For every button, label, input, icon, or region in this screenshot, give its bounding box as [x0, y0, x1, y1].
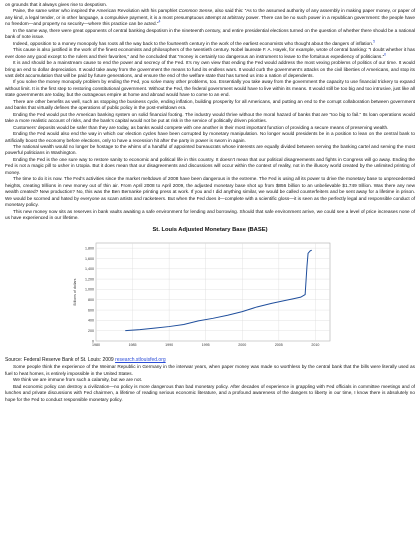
paragraph: This new money now sits as reserves in bank vaults awaiting a safe environment for lending and borrowing. Should that safe environment arrive, we could see a level of price increases none of us have experienced in our lifetime. — [5, 208, 415, 220]
y-tick-label: 400 — [88, 319, 94, 324]
x-tick-label: 2010 — [311, 343, 320, 348]
y-tick-label: 1,600 — [85, 257, 94, 262]
y-tick-label: 200 — [88, 329, 94, 334]
footnote-ref[interactable]: 6 — [384, 52, 387, 57]
paragraph: We think we are immune from such a calamity, but we are not. — [13, 377, 143, 383]
figure-title: St. Louis Adjusted Monetary Base (BASE) — [152, 227, 268, 234]
paragraph: It is and should be a mainstream cause to end the power and secrecy of the Fed. It’s my own view that ending the Fed would address the most vexing problems of politics of our time. It would bring an end to dollar depreciation. It would take away from the government the means to fund its endless wars. It would curb the government’s attacks on the civil liberties of Americans, and stop its vast debt accumulation that will be paid by future generations, and ensure the end of the welfare state that has turned us into a nation of dependents. — [5, 60, 415, 78]
paragraph: Ending the Fed is the one sure way to restore sanity to economic and political life in this country. It doesn’t mean that our political disagreements and fights in Congress will go away. Ending the Fed is not a magic pill to usher in Utopia. But it does mean that our disagreements and discussions will occur within the context of reality, not in the illusory world created by the unlimited printing of money. — [5, 156, 415, 175]
footnote-ref[interactable]: 5 — [373, 39, 376, 44]
paragraph: There are other benefits as well, such as stopping the business cycle, ending inflation, building prosperity for all Americans, and putting an end to the corrupt collaboration between government and banks that virtually defines the operations of public policy in the post-meltdown era. — [5, 98, 415, 111]
paragraph: If you solve the money monopoly problem by ending the Fed, you solve many other problems, too. Essentially you take away from the government the capacity to use financial trickery to expand without limit. It is the first step to restoring constitutional government. Without the Fed, the federal government would have to live within its means. It would still be too big and too intrusive, just like all state governments are today, but the outrageous empire at home and abroad would have to come to an end. — [5, 79, 415, 98]
paragraph: This cause is also justified in the work of the finest economists and philosophers of the twentieth century. Nobel laureate F. A. Hayek, for example, wrote of central banking: “I doubt whether it has ever done any good except to the rulers and their favorites,” and he concluded that “money is certainly too dangerous an instrument to leave to the fortuitous expediency of politicians.”$^6$ — [5, 47, 415, 59]
x-tick-label: 1995 — [201, 343, 210, 348]
y-tick-label: 800 — [88, 298, 94, 303]
x-tick-label: 1980 — [92, 343, 100, 348]
x-tick-label: 1990 — [165, 343, 174, 348]
y-tick-label: 1,200 — [85, 277, 94, 282]
plot-area — [96, 243, 330, 341]
paragraph: on grounds that it always gives rise to despotism. — [5, 2, 108, 7]
figure-source: Source: Federal Reserve Bank of St. Louis: 2009 research.stlouisfed.org — [5, 357, 166, 364]
y-tick-label: 0 — [92, 339, 94, 344]
y-axis-label: Billions of dollars — [73, 278, 77, 306]
source-link[interactable]: research.stlouisfed.org — [115, 357, 166, 364]
paragraph: The national wealth would no longer be hostage to the whims of a handful of appointed bureaucrats whose interests are equally divided between serving the banking cartel and serving the most powerful politicians in Washington. — [5, 143, 415, 156]
paragraph: Indeed, opposition to a money monopoly has roots all the way back to the fourteenth century in the work of the earliest economists who thought about the dangers of inflation.$^5$ — [13, 39, 376, 46]
footnote-ref[interactable]: 4 — [158, 19, 161, 24]
paragraph: Some people think the experience of the Weimar Republic in Germany in the interwar years, when paper money was made so worthless by the central bank that the bills were literally used as fuel to heat homes, is entirely impossible in the United States. — [5, 364, 415, 376]
paragraph: Customers’ deposits would be safer than they are today, as banks would compete with one another in their most important function of providing a secure means of preserving wealth. — [13, 124, 389, 130]
x-tick-label: 2005 — [274, 343, 283, 348]
paragraph: Paine, the same writer who inspired the American Revolution with his pamphlet Common Sense, also said this: “As to the assumed authority of any assembly in making paper money, or paper of any kind, a legal tender, or in other language, a compulsive payment, it is a most presumptuous attempt at arbitrary power. There can be no such power in a republican government: the people have no freedom—and property no security—where this practice can be acted.”$^4$ — [5, 8, 416, 27]
x-tick-label: 1985 — [128, 343, 137, 348]
paragraph: Ending the Fed would put the American banking system on solid financial footing. The industry would thrive without the moral hazard of banks that are “too big to fail.” Its loan operations would take a more realistic account of risks, and the bank’s capital would not be put at risk in the service of politically driven priorities. — [5, 111, 415, 124]
book-title: Common Sense — [178, 8, 213, 14]
paragraph: In the same way, there were great opponents of central banking despotism in the nineteenth century, and entire presidential elections turned on the question of whether there should be a national bank of note issue. — [5, 27, 415, 40]
figure — [5, 226, 415, 364]
paragraph: Bad economic policy can destroy a civilization—no policy is more dangerous than bad monetary policy. After decades of experience in grappling with Fed officials in committee meetings and of lunches and private discussions with Fed chairmen, a lifetime of reading serious economic literature, and a profound awareness of the dangers to liberty in our time, I know there is absolutely no hope for the Fed to conduct responsible monetary policy. — [5, 383, 415, 402]
monetary-base-chart — [60, 237, 360, 353]
y-tick-label: 1,000 — [85, 288, 94, 293]
paragraph: The time to do it is now. The Fed’s activities since the market meltdown of 2008 have been dangerous in the extreme. The Fed is using all its power to drive the monetary base to unprecedented heights, creating trillions in new money out of thin air. From April 2008 to April 2009, the adjusted monetary base shot up from $856 billion to an unbelievable $1.749 trillion. Was there any new wealth created? New production? No, this was the Ben Bernanke printing press at work. If you and I did anything similar, we would be called counterfeiters and be sent away for a lifetime in prison. We would be scorned and hated by everyone as scam artists and racketeers. But when the Fed does it—complete with a scientific gloss—it is seen as the perfectly legal and responsible conduct of monetary policy. — [5, 176, 415, 208]
x-tick-label: 2000 — [238, 343, 247, 348]
paragraph: Ending the Fed would also end the way in which our election cycles have been corrupted by monetary manipulation. No longer would presidents be in a position to lean on the central bank to artificially boost the economy before elections, only to have a recession hit after the party in power is sworn in again. — [5, 131, 415, 143]
y-tick-label: 1,800 — [85, 246, 94, 251]
y-tick-label: 600 — [88, 308, 94, 313]
y-tick-label: 1,400 — [85, 267, 94, 272]
